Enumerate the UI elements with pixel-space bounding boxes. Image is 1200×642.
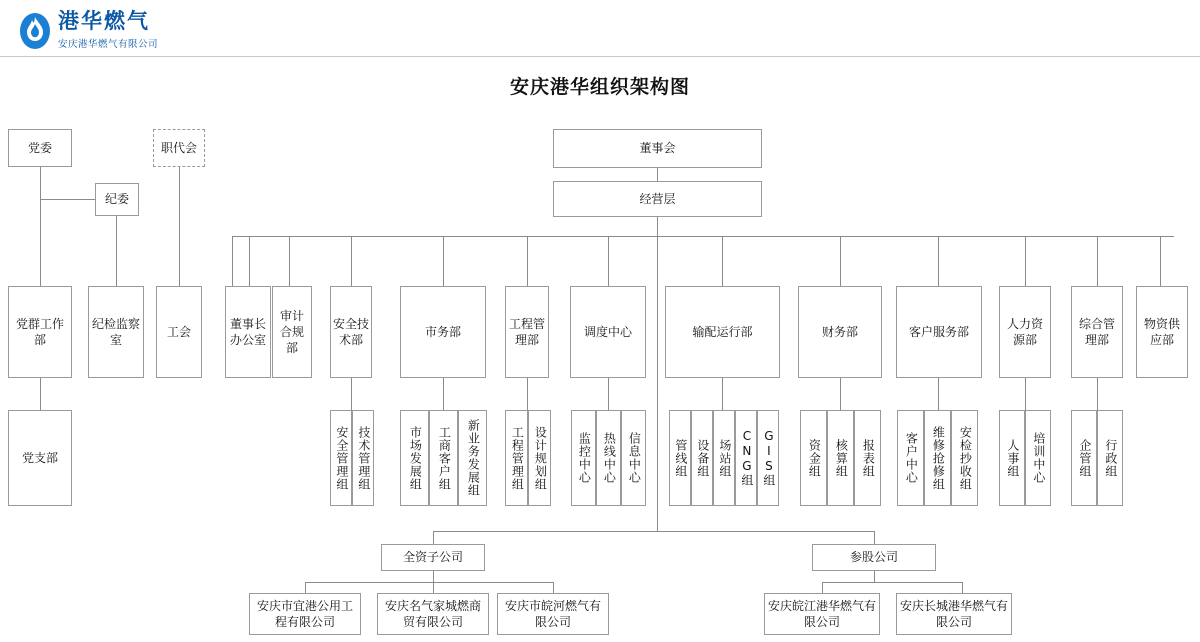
subunit-station[interactable]: 场站组	[713, 410, 735, 506]
subunit-gis[interactable]: GIS组	[757, 410, 779, 506]
connector	[40, 378, 41, 410]
group-wholly-owned[interactable]: 全资子公司	[381, 544, 485, 571]
subsidiary-wanhe-gas[interactable]: 安庆市皖河燃气有限公司	[497, 593, 609, 635]
connector	[1097, 378, 1098, 410]
connector	[553, 582, 554, 593]
subunit-equipment[interactable]: 设备组	[691, 410, 713, 506]
subunit-reporting[interactable]: 报表组	[854, 410, 881, 506]
connector-bus	[433, 531, 874, 532]
connector	[938, 236, 939, 286]
connector	[527, 236, 528, 286]
subunit-administration[interactable]: 行政组	[1097, 410, 1123, 506]
dept-transmission-operation[interactable]: 输配运行部	[665, 286, 780, 378]
connector	[1025, 378, 1026, 410]
connector	[527, 378, 528, 410]
connector	[232, 236, 233, 286]
connector	[962, 582, 963, 593]
subunit-training-center[interactable]: 培训中心	[1025, 410, 1051, 506]
connector	[874, 571, 875, 582]
connector	[433, 531, 434, 544]
dept-safety-technology[interactable]: 安全技术部	[330, 286, 372, 378]
connector	[722, 378, 723, 410]
subunit-engineering-management[interactable]: 工程管理组	[505, 410, 528, 506]
dept-labor-union[interactable]: 工会	[156, 286, 202, 378]
connector-bus	[305, 582, 553, 583]
affiliate-wanjiang-towngas[interactable]: 安庆皖江港华燃气有限公司	[764, 593, 880, 635]
connector	[433, 571, 434, 582]
logo-company-name: 安庆港华燃气有限公司	[58, 38, 159, 50]
connector	[657, 236, 658, 531]
subunit-information-center[interactable]: 信息中心	[621, 410, 646, 506]
connector	[443, 378, 444, 410]
node-party-committee[interactable]: 党委	[8, 129, 72, 167]
connector	[433, 582, 434, 593]
dept-discipline-inspection[interactable]: 纪检监察室	[88, 286, 144, 378]
subunit-safety-inspection-billing[interactable]: 安检抄收组	[951, 410, 978, 506]
subunit-funds[interactable]: 资金组	[800, 410, 827, 506]
connector	[1097, 236, 1098, 286]
connector	[874, 531, 875, 544]
connector	[249, 236, 250, 286]
subunit-new-business-development[interactable]: 新业务发展组	[458, 410, 487, 506]
connector	[289, 236, 290, 286]
subunit-customer-center[interactable]: 客户中心	[897, 410, 924, 506]
connector	[938, 378, 939, 410]
connector	[351, 236, 352, 286]
subsidiary-mingqi-jiacheng-trade[interactable]: 安庆名气家城燃商贸有限公司	[377, 593, 489, 635]
connector	[657, 168, 658, 181]
connector	[608, 236, 609, 286]
subunit-pipeline[interactable]: 管线组	[669, 410, 691, 506]
connector	[40, 167, 41, 286]
subunit-safety-management[interactable]: 安全管理组	[330, 410, 352, 506]
subunit-technical-management[interactable]: 技术管理组	[352, 410, 374, 506]
connector	[608, 378, 609, 410]
connector	[822, 582, 823, 593]
dept-finance[interactable]: 财务部	[798, 286, 882, 378]
dept-audit-compliance[interactable]: 审计合规部	[272, 286, 312, 378]
dept-market-affairs[interactable]: 市务部	[400, 286, 486, 378]
node-board[interactable]: 董事会	[553, 129, 762, 168]
connector	[1025, 236, 1026, 286]
connector	[351, 378, 352, 410]
dept-engineering-management[interactable]: 工程管理部	[505, 286, 549, 378]
subunit-hotline-center[interactable]: 热线中心	[596, 410, 621, 506]
subsidiary-yigang-public-works[interactable]: 安庆市宜港公用工程有限公司	[249, 593, 361, 635]
dept-customer-service[interactable]: 客户服务部	[896, 286, 982, 378]
node-management[interactable]: 经营层	[553, 181, 762, 217]
connector	[840, 236, 841, 286]
connector	[305, 582, 306, 593]
connector	[840, 378, 841, 410]
dept-human-resources[interactable]: 人力资源部	[999, 286, 1051, 378]
node-discipline-committee[interactable]: 纪委	[95, 183, 139, 216]
connector	[179, 167, 180, 286]
subunit-market-development[interactable]: 市场发展组	[400, 410, 429, 506]
connector-bus	[232, 236, 1174, 237]
affiliate-changcheng-towngas[interactable]: 安庆长城港华燃气有限公司	[896, 593, 1012, 635]
subunit-industrial-commercial-customer[interactable]: 工商客户组	[429, 410, 458, 506]
subunit-personnel[interactable]: 人事组	[999, 410, 1025, 506]
dept-chairman-office[interactable]: 董事长办公室	[225, 286, 271, 378]
connector	[657, 217, 658, 236]
connector	[722, 236, 723, 286]
node-workers-congress[interactable]: 职代会	[153, 129, 205, 167]
logo-brand-name: 港华燃气	[58, 9, 150, 34]
page-title: 安庆港华组织架构图	[509, 76, 690, 98]
connector-bus	[822, 582, 962, 583]
connector	[116, 216, 117, 286]
subunit-cng[interactable]: CNG组	[735, 410, 757, 506]
dept-party-affairs[interactable]: 党群工作部	[8, 286, 72, 378]
subunit-party-branch[interactable]: 党支部	[8, 410, 72, 506]
dept-dispatch-center[interactable]: 调度中心	[570, 286, 646, 378]
subunit-monitoring-center[interactable]: 监控中心	[571, 410, 596, 506]
subunit-accounting[interactable]: 核算组	[827, 410, 854, 506]
dept-material-supply[interactable]: 物资供应部	[1136, 286, 1188, 378]
subunit-repair-emergency[interactable]: 维修抢修组	[924, 410, 951, 506]
subunit-design-planning[interactable]: 设计规划组	[528, 410, 551, 506]
connector	[1160, 236, 1161, 286]
dept-general-management[interactable]: 综合管理部	[1071, 286, 1123, 378]
subunit-enterprise-management[interactable]: 企管组	[1071, 410, 1097, 506]
connector	[443, 236, 444, 286]
group-equity-owned[interactable]: 参股公司	[812, 544, 936, 571]
